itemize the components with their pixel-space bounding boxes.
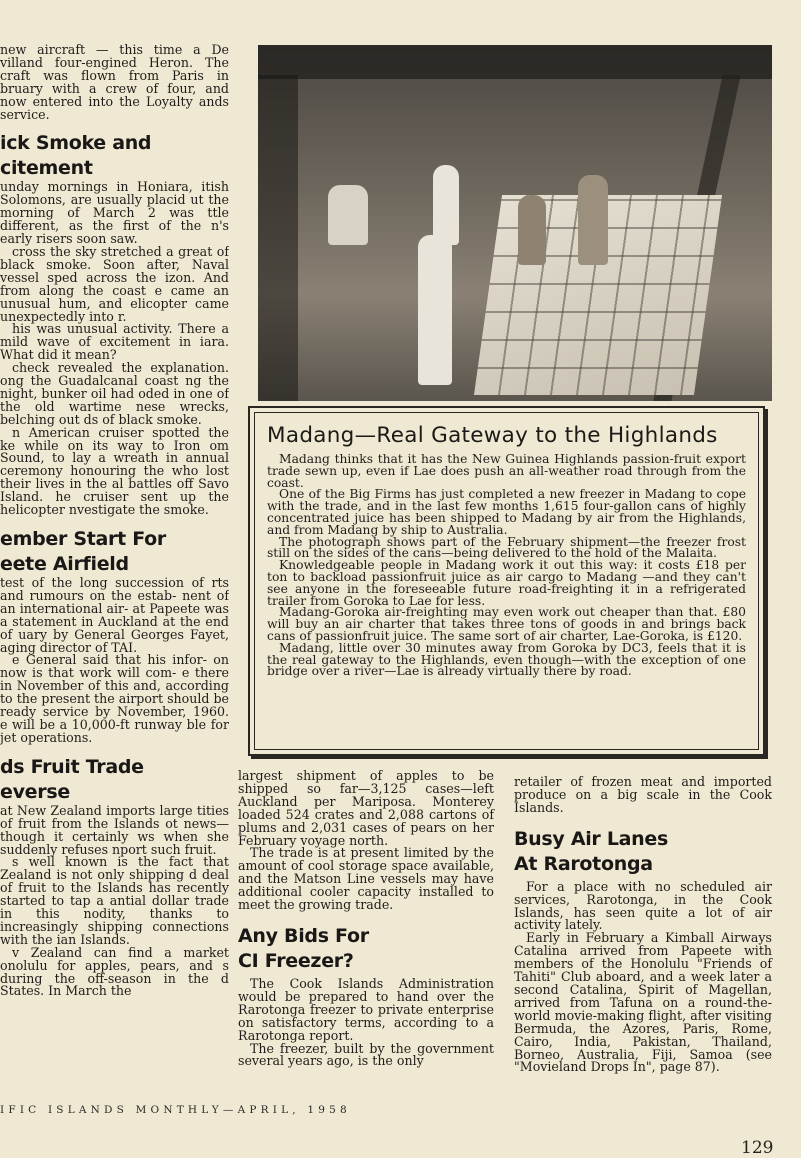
madang-article-box (248, 406, 765, 756)
madang-article-inner (254, 412, 759, 750)
paragraph: his was unusual activity. There a mild wave of excitement in iara. What did it mean? (0, 321, 229, 363)
story-heading-freezer (238, 924, 494, 974)
right-column (514, 776, 772, 1074)
page-number: 129 (741, 1138, 774, 1158)
paragraph: For a place with no scheduled air services, Rarotonga, in the Cook Islands, has seen quite a lot of air activity lately. (514, 878, 772, 933)
story-heading-smoke (0, 131, 229, 181)
story-heading-airfield (0, 527, 229, 577)
worker-figure (578, 175, 608, 265)
paragraph: Madang thinks that it has the New Guinea Highlands passion-fruit export trade sewn up, even if Lae does push an all-weather road through from the coast. (267, 452, 746, 490)
heading-line: At Rarotonga (514, 852, 653, 875)
paragraph: largest shipment of apples to be shipped so far—3,125 cases—left Auckland per Mariposa. Monterey loaded 524 crates and 2,088 cartons of plums and 2,031 cases of pears on her February voyage north. (238, 768, 494, 848)
middle-column (238, 770, 494, 1068)
story-heading-fruit (0, 755, 229, 805)
heading-line: everse (0, 780, 70, 803)
paragraph: One of the Big Firms has just completed a new freezer in Madang to cope with the trade, and in the last few months 1,615 four-gallon cans of highly concentrated juice has been shipped to Madang by air from the Highlands, and from Madang by ship to Australia. (267, 487, 746, 537)
paragraph: check revealed the explanation. ong the Guadalcanal coast ng the night, bunker oil had oded in one of the old wartime nese wrecks, belching out ds of black smoke. (0, 360, 229, 427)
paragraph: The Cook Islands Administration would be prepared to hand over the Rarotonga freezer to private enterprise on satisfactory terms, according to a Rarotonga report. (238, 975, 494, 1043)
worker-figure (418, 235, 452, 385)
paragraph: Early in February a Kimball Airways Catalina arrived from Papeete with members of the Honolulu "Friends of Tahiti" Club aboard, and a week later a second Catalina, Spirit of Magellan, arrived from Tafuna on a round-the-world movie-making flight, after visiting Bermuda, the Azores, Paris, Rome, Cairo, India, Pakistan, Thailand, Borneo, Australia, Fiji, Samoa (see "Movieland Drops In", page 87). (514, 930, 772, 1075)
paragraph: s well known is the fact that Zealand is not only shipping d deal of fruit to the Islands has recently started to tap a antial dollar trade in this nodity, thanks to increasingly shipping connections with the ian Islands. (0, 854, 229, 947)
heading-line: ds Fruit Trade (0, 755, 144, 778)
heading-line: Any Bids For (238, 924, 369, 947)
paragraph: Madang, little over 30 minutes away from Goroka by DC3, feels that it is the real gateway to the Highlands, even though—with the exception of one bridge over a river—Lae is already virtually there by road. (267, 640, 746, 679)
paragraph: cross the sky stretched a great of black smoke. Soon after, Naval vessel sped across the izon. And from along the coast e came an unusual hum, and elicopter came unexpectedly into r. (0, 243, 229, 324)
left-column (0, 44, 229, 998)
paragraph: e General said that his infor- on now is that work will com- e there in November of this and, according to the present the airport should be ready service by November, 1960. e will be a 10,000-ft runway ble for jet operations. (0, 652, 229, 745)
photograph-freezer-shipment (258, 45, 772, 401)
paragraph: The freezer, built by the government several years ago, is the only (238, 1040, 494, 1069)
article-title: Madang—Real Gateway to the Highlands (267, 423, 718, 448)
paragraph: The trade is at present limited by the amount of cool storage space available, and the Matson Line vessels may have additional cooler capacity installed to meet the growing trade. (238, 845, 494, 913)
heading-line: ember Start For (0, 528, 166, 550)
heading-line: Busy Air Lanes (514, 827, 668, 850)
paragraph: at New Zealand imports large tities of fruit from the Islands ot news—though it certainly ws when she suddenly refuses nport such fruit. (0, 802, 229, 857)
paragraph: Knowledgeable people in Madang work it out this way: it costs £18 per ton to backload passionfruit juice as air cargo to Madang —and they can't see anyone in the foreseeable future road-freighting it in a refrigerated trailer from Goroka to Lae for less. (267, 558, 746, 608)
heading-line: eete Airfield (0, 553, 129, 575)
story-heading-air-lanes (514, 827, 772, 877)
paragraph: n American cruiser spotted the ke while on its way to Iron om Sound, to lay a wreath in annual ceremony honouring the who lost their lives in the al battles off Savo Island. he cruiser sent up the helicopter nvestigate the smoke. (0, 424, 229, 518)
paragraph: test of the long succession of rts and rumours on the estab- nent of an international air- at Papeete was a statement in Auckland at the end of uary by General Georges Fayet, aging director of TAI. (0, 575, 229, 655)
heading-line: citement (0, 157, 93, 180)
paragraph: The photograph shows part of the February shipment—the freezer frost still on the sides of the cans—being delivered to the hold of the Malaita. (267, 534, 746, 561)
paragraph: retailer of frozen meat and imported produce on a big scale in the Cook Islands. (514, 774, 772, 815)
paragraph: v Zealand can find a market onolulu for apples, pears, and s during the off-season in the d States. In March the (0, 944, 229, 999)
heading-line: CI Freezer? (238, 949, 354, 972)
intro-paragraph: new aircraft — this time a De villand four-engined Heron. The craft was flown from Paris in bruary with a crew of four, and now entered into the Loyalty ands service. (0, 44, 229, 122)
heading-line: ick Smoke and (0, 132, 152, 155)
ship-hatch-beam (258, 75, 298, 401)
paragraph: Madang-Goroka air-freighting may even work out cheaper than that. £80 will buy an air charter that takes three tons of goods in and brings back cans of passionfruit juice. The same sort of air charter, Lae-Goroka, is £120. (267, 605, 746, 643)
ship-hatch-beam (258, 45, 772, 79)
page-footer: IFIC ISLANDS MONTHLY—APRIL, 1958 (0, 1104, 351, 1116)
paragraph: unday mornings in Honiara, itish Solomons, are usually placid ut the morning of March 2 was ttle different, as the first of the n's early risers soon saw. (0, 179, 229, 247)
worker-figure (328, 185, 368, 245)
worker-figure (433, 165, 459, 245)
worker-figure (518, 195, 546, 265)
